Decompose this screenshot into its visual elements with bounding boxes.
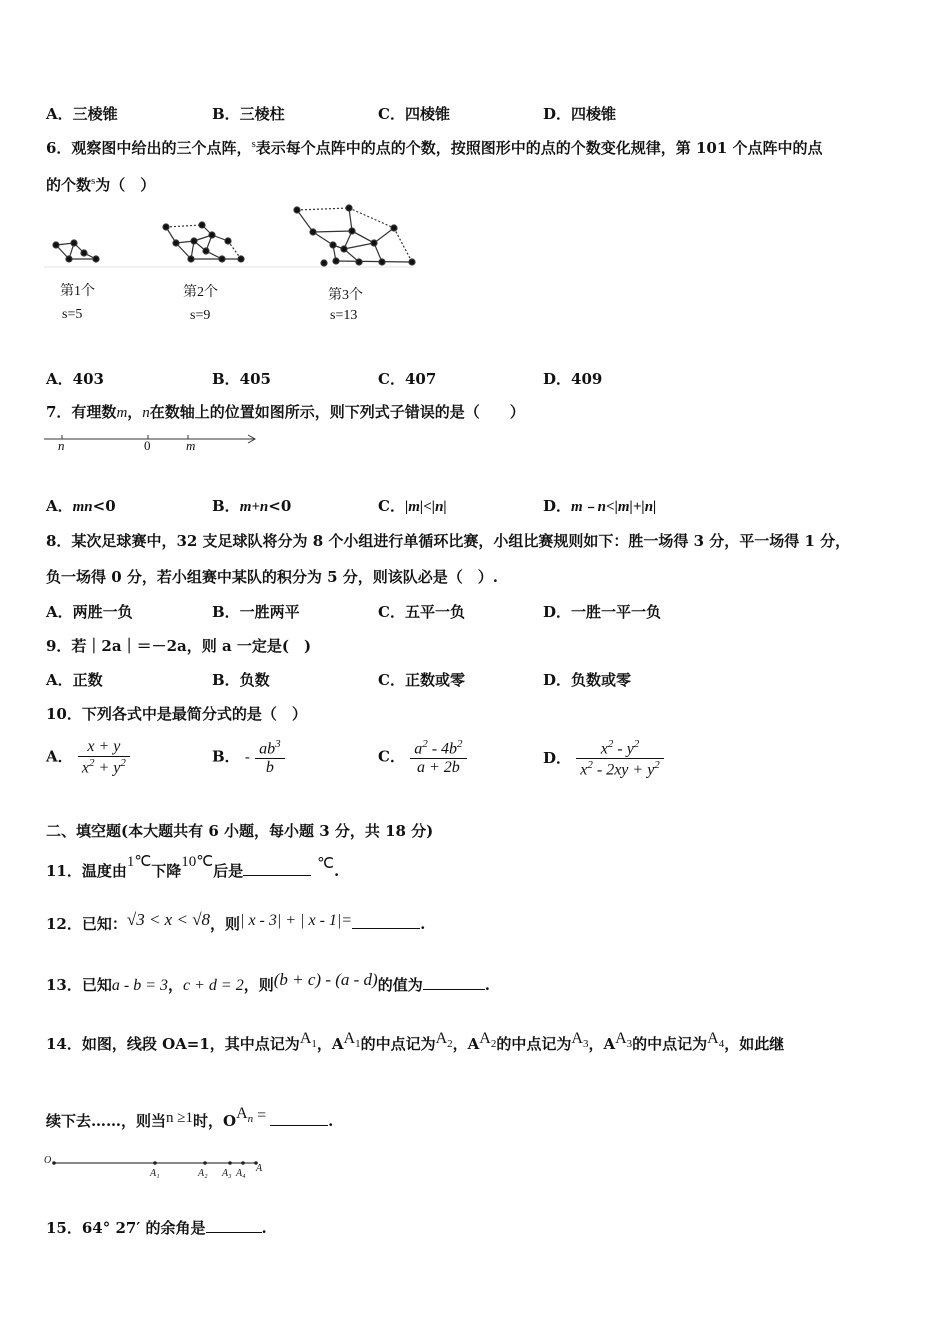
q5-option-d: D．四棱锥 <box>543 105 617 123</box>
q12: 12．已知：√3 < x < √8，则| x - 3| + | x - 1|= . <box>46 910 426 933</box>
q7-number-line <box>44 428 264 456</box>
q8-stem-line1: 8．某次足球赛中，32 支足球队将分为 8 个小组进行单循环比赛，小组比赛规则如下：胜一场得 3 分，平一场得 1 分， <box>46 532 851 550</box>
q8-option-d: D．一胜一平一负 <box>543 603 662 621</box>
q13: 13．已知a - b = 3，c + d = 2，则(b + c) - (a - d)的值为 . <box>46 970 490 994</box>
q7-option-c: C．|m|<|n| <box>378 497 447 515</box>
q9-option-d: D．负数或零 <box>543 671 632 689</box>
q6-stem-line2: 的个数$^s$为（ ） <box>46 175 156 194</box>
q7-stem: 7．有理数m，n在数轴上的位置如图所示，则下列式子错误的是（ ） <box>46 403 525 421</box>
caption-2-label: 第2个 <box>183 285 218 300</box>
q9-option-c: C．正数或零 <box>378 671 465 689</box>
q9-stem: 9．若｜2a｜＝－2a，则 a 一定是( ) <box>46 637 312 655</box>
caption-3-label: 第3个 <box>328 288 363 303</box>
q14-line1: 14．如图，线段 OA=1，其中点记为$A_1$，$AA_1$的中点记为$A_2$，$AA_2$的中点记为$A_3$，$AA_3$的中点记为$A_4$，如此继 <box>46 1030 785 1053</box>
axis-label-m: m <box>186 438 196 453</box>
q10-stem: 10．下列各式中是最简分式的是（ ） <box>46 705 307 723</box>
dot-lattice-2 <box>163 222 244 262</box>
q7-option-a: A．mn<0 <box>46 497 116 515</box>
axis-label-n: n <box>58 438 65 453</box>
axis-label-zero: 0 <box>144 438 151 453</box>
q8-stem-line2: 负一场得 0 分，若小组赛中某队的积分为 5 分，则该队必是（ ）. <box>46 568 498 586</box>
q14-line2: 续下去……，则当n ≥1时，$OA_n$ = . <box>46 1105 334 1130</box>
dot-lattice-1 <box>53 240 99 262</box>
q11: 11．温度由1℃下降10℃后是 ℃. <box>46 854 340 880</box>
caption-3-value: s=13 <box>330 308 358 323</box>
fig-label-o: O <box>44 1155 52 1166</box>
fig-label-a: A <box>256 1163 263 1174</box>
q6-option-a: A．403 <box>46 370 104 388</box>
q6-dot-lattice-figure <box>44 203 424 278</box>
q5-option-c: C．四棱锥 <box>378 105 450 123</box>
q6-option-d: D．409 <box>543 370 603 388</box>
q10-option-c: C． $\frac{a^2 - 4b^2}{a + 2b}$ <box>378 738 467 777</box>
fig-label-a2: A₂ <box>198 1168 208 1179</box>
q15: 15．64° 27′ 的余角是 . <box>46 1219 267 1237</box>
q9-option-b: B．负数 <box>212 671 270 689</box>
q10-option-a: A． $\frac{x + y}{x^2 + y^2}$ <box>46 738 130 777</box>
q8-option-c: C．五平一负 <box>378 603 465 621</box>
fig-label-a4: A₄ <box>236 1168 246 1179</box>
caption-1-value: s=5 <box>62 307 83 322</box>
q7-option-b: B．m+n<0 <box>212 497 292 515</box>
dot-lattice-3 <box>294 205 415 266</box>
s-symbol: s <box>251 138 256 150</box>
q7-option-d: D．m﹣n<|m|+|n| <box>543 497 657 515</box>
q6-option-c: C．407 <box>378 370 437 388</box>
q6-stem-line1: 6．观察图中给出的三个点阵，$^s$表示每个点阵中的点的个数，按照图形中的点的个数变化规律，第 101 个点阵中的点 <box>46 138 823 157</box>
q8-option-b: B．一胜两平 <box>212 603 300 621</box>
caption-1-label: 第1个 <box>60 284 95 299</box>
q5-option-a: A．三棱锥 <box>46 105 118 123</box>
fig-label-a1: A₁ <box>150 1168 160 1179</box>
q9-option-a: A．正数 <box>46 671 103 689</box>
q5-option-b: B．三棱柱 <box>212 105 285 123</box>
fig-label-a3: A₃ <box>222 1168 232 1179</box>
q6-option-b: B．405 <box>212 370 271 388</box>
caption-2-value: s=9 <box>190 308 211 323</box>
q10-option-b: B． - $\frac{ab^3}{b}$ <box>212 738 285 777</box>
q8-option-a: A．两胜一负 <box>46 603 133 621</box>
q10-option-d: D． $\frac{x^2 - y^2}{x^2 - 2xy + y^2}$ <box>543 738 664 780</box>
section2-title: 二、填空题(本大题共有 6 小题，每小题 3 分，共 18 分) <box>46 822 434 840</box>
